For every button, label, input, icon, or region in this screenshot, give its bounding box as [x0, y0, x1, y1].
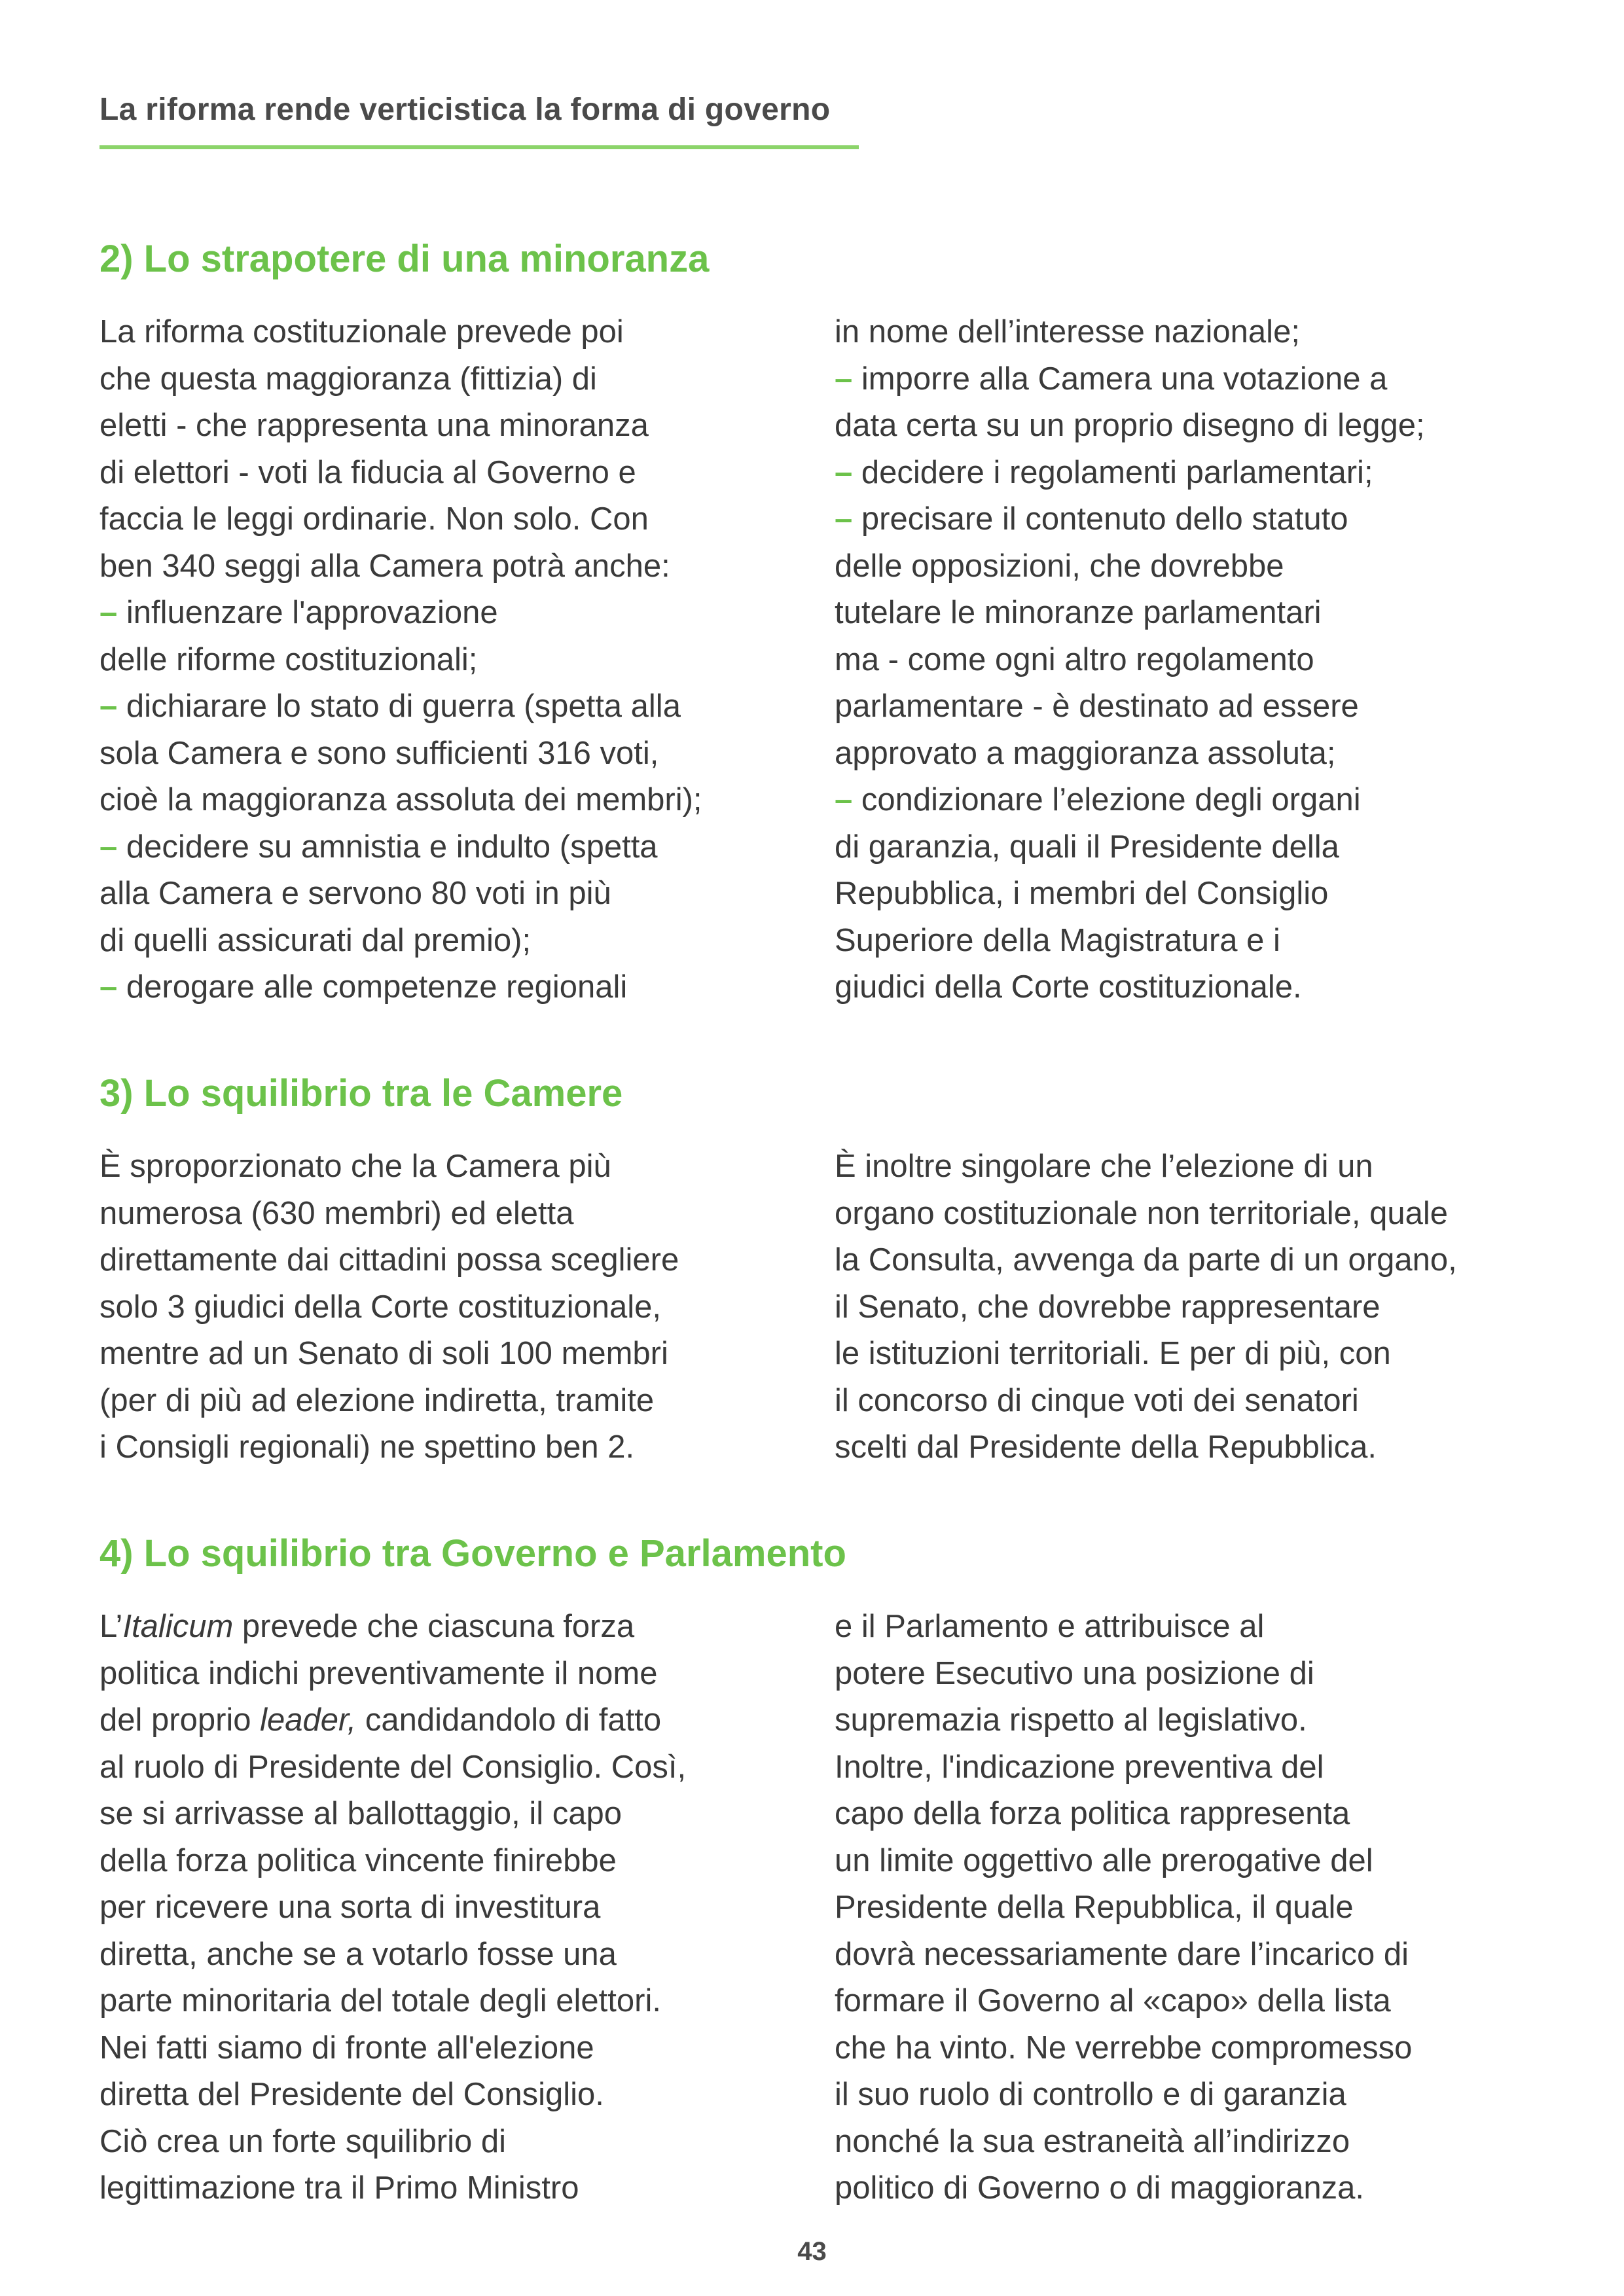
section-title-strapotere: 2) Lo strapotere di una minoranza [99, 238, 710, 280]
text-segment: del proprio [99, 1702, 261, 1738]
text-segment: che questa maggioranza (fittizia) di [99, 361, 597, 397]
list-dash: – [835, 782, 853, 817]
text-segment: politico di Governo o di maggioranza. [835, 2170, 1364, 2206]
header-divider [99, 145, 859, 149]
text-line [99, 590, 702, 637]
text-segment: derogare alle competenze regionali [117, 969, 628, 1005]
text-segment: diretta del Presidente del Consiglio. [99, 2077, 604, 2112]
text-segment: per ricevere una sorta di investitura [99, 1890, 601, 1925]
text-segment: se si arrivasse al ballottaggio, il capo [99, 1796, 623, 1831]
text-segment: decidere su amnistia e indulto (spetta [117, 829, 658, 865]
text-segment: il Senato, che dovrebbe rappresentare [835, 1289, 1380, 1325]
text-segment: mentre ad un Senato di soli 100 membri [99, 1336, 668, 1371]
text-segment: parlamentare - è destinato ad essere [835, 689, 1359, 724]
text-line [835, 1331, 1457, 1378]
text-line [835, 1651, 1412, 1698]
text-line [99, 1651, 686, 1698]
section-2-right-column [835, 309, 1425, 1011]
text-segment: un limite oggettivo alle prerogative del [835, 1842, 1373, 1878]
text-line [835, 496, 1425, 543]
text-segment: organo costituzionale non territoriale, quale [835, 1195, 1449, 1231]
text-line [99, 1143, 679, 1191]
text-line [99, 1838, 686, 1885]
list-dash: – [99, 969, 118, 1005]
text-segment: influenzare l'approvazione [117, 595, 498, 630]
text-line [835, 450, 1425, 497]
text-segment: politica indichi preventivamente il nome [99, 1655, 658, 1691]
text-line [99, 1697, 686, 1744]
text-line [835, 1931, 1412, 1979]
text-line [99, 450, 702, 497]
text-segment: legittimazione tra il Primo Ministro [99, 2170, 579, 2206]
text-line [835, 730, 1425, 778]
text-segment: sola Camera e sono sufficienti 316 voti, [99, 735, 659, 771]
text-line [99, 1884, 686, 1931]
text-line [835, 403, 1425, 450]
text-line [835, 1237, 1457, 1284]
text-line [99, 1331, 679, 1378]
text-segment: capo della forza politica rappresenta [835, 1796, 1350, 1831]
text-segment: le istituzioni territoriali. E per di più, con [835, 1336, 1391, 1371]
text-line [835, 777, 1425, 824]
text-segment: numerosa (630 membri) ed eletta [99, 1195, 574, 1231]
list-dash: – [835, 361, 853, 397]
text-segment: delle riforme costituzionali; [99, 641, 478, 677]
italic-term: Italicum [122, 1609, 234, 1644]
text-line [835, 1424, 1457, 1471]
text-line [99, 1791, 686, 1838]
text-line [835, 1284, 1457, 1331]
text-segment: L’ [99, 1609, 123, 1644]
list-dash: – [835, 501, 853, 537]
text-segment: faccia le leggi ordinarie. Non solo. Con [99, 501, 649, 537]
list-dash: – [835, 454, 853, 490]
text-line [835, 309, 1425, 356]
italic-term: leader, [260, 1702, 357, 1738]
text-segment: dichiarare lo stato di guerra (spetta alla [117, 689, 681, 724]
text-segment: prevede che ciascuna forza [233, 1609, 635, 1644]
text-segment: in nome dell’interesse nazionale; [835, 314, 1300, 350]
text-line [99, 637, 702, 684]
text-line [835, 543, 1425, 590]
page-number: 43 [797, 2237, 827, 2266]
section-title-squilibrio-camere: 3) Lo squilibrio tra le Camere [99, 1072, 623, 1115]
text-segment: il concorso di cinque voti dei senatori [835, 1382, 1359, 1418]
text-line [835, 356, 1425, 403]
text-line [99, 1191, 679, 1238]
text-line [835, 918, 1425, 965]
text-segment: Presidente della Repubblica, il quale [835, 1890, 1354, 1925]
text-line [835, 2025, 1412, 2072]
text-segment: i Consigli regionali) ne spettino ben 2. [99, 1429, 635, 1465]
text-line [99, 1744, 686, 1791]
text-line [835, 1838, 1412, 1885]
text-line [99, 1424, 679, 1471]
text-line [99, 1604, 686, 1651]
text-segment: direttamente dai cittadini possa scegliere [99, 1242, 679, 1278]
text-line [99, 918, 702, 965]
text-segment: solo 3 giudici della Corte costituzionale, [99, 1289, 661, 1325]
text-line [99, 1378, 679, 1425]
text-segment: Ciò crea un forte squilibrio di [99, 2123, 506, 2159]
text-line [835, 1978, 1412, 2025]
text-segment: È inoltre singolare che l’elezione di un [835, 1149, 1373, 1184]
text-line [835, 683, 1425, 730]
text-segment: giudici della Corte costituzionale. [835, 969, 1302, 1005]
text-line [99, 403, 702, 450]
text-line [835, 870, 1425, 918]
text-line [835, 1604, 1412, 1651]
text-segment: che ha vinto. Ne verrebbe compromesso [835, 2030, 1413, 2066]
text-segment: È sproporzionato che la Camera più [99, 1149, 611, 1184]
text-line [99, 1931, 686, 1979]
text-line [835, 2165, 1412, 2212]
text-segment: diretta, anche se a votarlo fosse una [99, 1936, 617, 1972]
text-line [835, 590, 1425, 637]
text-segment: dovrà necessariamente dare l’incarico di [835, 1936, 1409, 1972]
text-segment: di garanzia, quali il Presidente della [835, 829, 1339, 865]
section-2-left-column [99, 309, 702, 1011]
text-segment: la Consulta, avvenga da parte di un organo, [835, 1242, 1457, 1278]
text-line [99, 2119, 686, 2166]
text-line [835, 1791, 1412, 1838]
text-line [835, 1191, 1457, 1238]
text-line [835, 1697, 1412, 1744]
text-line [99, 2072, 686, 2119]
text-segment: nonché la sua estraneità all’indirizzo [835, 2123, 1350, 2159]
text-segment: il suo ruolo di controllo e di garanzia [835, 2077, 1346, 2112]
section-3-right-column [835, 1143, 1457, 1471]
text-line [99, 1284, 679, 1331]
text-line [99, 2165, 686, 2212]
text-segment: alla Camera e servono 80 voti in più [99, 876, 611, 911]
text-line [99, 1237, 679, 1284]
text-line [835, 1744, 1412, 1791]
text-line [99, 824, 702, 871]
text-line [835, 1143, 1457, 1191]
running-header: La riforma rende verticistica la forma di governo [99, 92, 831, 127]
text-segment: di quelli assicurati dal premio); [99, 922, 532, 958]
text-segment: decidere i regolamenti parlamentari; [852, 454, 1373, 490]
text-line [99, 683, 702, 730]
text-segment: candidandolo di fatto [356, 1702, 662, 1738]
text-segment: Inoltre, l'indicazione preventiva del [835, 1749, 1324, 1785]
text-line [835, 964, 1425, 1011]
text-segment: formare il Governo al «capo» della lista [835, 1983, 1391, 2018]
list-dash: – [99, 689, 118, 724]
text-segment: approvato a maggioranza assoluta; [835, 735, 1336, 771]
text-segment: eletti - che rappresenta una minoranza [99, 408, 649, 443]
section-4-left-column [99, 1604, 686, 2212]
text-line [835, 824, 1425, 871]
text-segment: e il Parlamento e attribuisce al [835, 1609, 1265, 1644]
text-segment: parte minoritaria del totale degli elettori. [99, 1983, 661, 2018]
text-segment: (per di più ad elezione indiretta, tramite [99, 1382, 655, 1418]
text-segment: potere Esecutivo una posizione di [835, 1655, 1314, 1691]
text-line [835, 637, 1425, 684]
text-line [835, 2072, 1412, 2119]
text-segment: cioè la maggioranza assoluta dei membri); [99, 782, 702, 817]
text-segment: Nei fatti siamo di fronte all'elezione [99, 2030, 594, 2066]
section-4-right-column [835, 1604, 1412, 2212]
text-line [99, 496, 702, 543]
text-segment: data certa su un proprio disegno di legge; [835, 408, 1425, 443]
text-segment: della forza politica vincente finirebbe [99, 1842, 617, 1878]
text-line [99, 870, 702, 918]
text-segment: Repubblica, i membri del Consiglio [835, 876, 1329, 911]
text-segment: ma - come ogni altro regolamento [835, 641, 1314, 677]
text-line [835, 1884, 1412, 1931]
text-line [835, 2119, 1412, 2166]
text-line [99, 964, 702, 1011]
list-dash: – [99, 829, 118, 865]
text-segment: supremazia rispetto al legislativo. [835, 1702, 1307, 1738]
text-segment: al ruolo di Presidente del Consiglio. Così, [99, 1749, 687, 1785]
text-line [99, 730, 702, 778]
text-segment: imporre alla Camera una votazione a [852, 361, 1388, 397]
text-line [99, 309, 702, 356]
text-line [99, 543, 702, 590]
text-segment: di elettori - voti la fiducia al Governo e [99, 454, 636, 490]
list-dash: – [99, 595, 118, 630]
text-segment: ben 340 seggi alla Camera potrà anche: [99, 548, 670, 584]
section-title-squilibrio-governo: 4) Lo squilibrio tra Governo e Parlamento [99, 1532, 846, 1575]
text-segment: delle opposizioni, che dovrebbe [835, 548, 1284, 584]
text-segment: La riforma costituzionale prevede poi [99, 314, 624, 350]
text-segment: scelti dal Presidente della Repubblica. [835, 1429, 1377, 1465]
text-segment: tutelare le minoranze parlamentari [835, 595, 1322, 630]
section-3-left-column [99, 1143, 679, 1471]
text-line [99, 777, 702, 824]
text-line [99, 356, 702, 403]
text-line [835, 1378, 1457, 1425]
text-segment: Superiore della Magistratura e i [835, 922, 1280, 958]
text-line [99, 2025, 686, 2072]
text-segment: precisare il contenuto dello statuto [852, 501, 1348, 537]
text-segment: condizionare l’elezione degli organi [852, 782, 1361, 817]
text-line [99, 1978, 686, 2025]
